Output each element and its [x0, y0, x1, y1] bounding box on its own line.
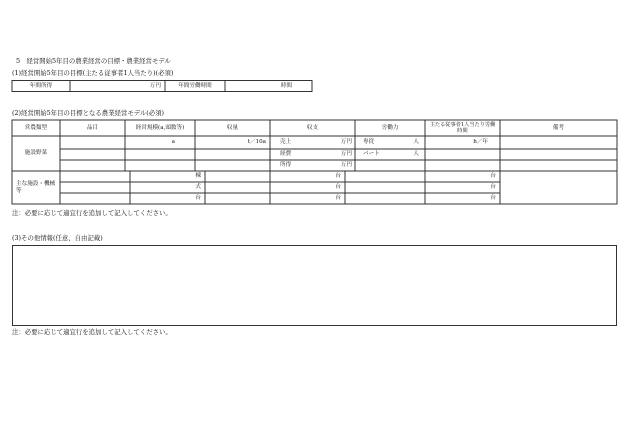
labor-fulltime-label: 専従: [363, 139, 375, 145]
per-person-hours-unit: h／年: [473, 139, 488, 145]
other-info-textarea[interactable]: [12, 245, 617, 326]
balance-income-label: 所得: [280, 162, 292, 168]
facility-c-unit-2: 台: [490, 184, 496, 190]
section-heading: 5 経営開始5年目の農業経営の目標・農業経営モデル: [16, 57, 171, 65]
labor-fulltime-unit: 人: [413, 139, 419, 145]
balance-costs-label: 経費: [280, 151, 292, 157]
facility-b-3[interactable]: [270, 193, 345, 204]
facility-a-1[interactable]: [130, 171, 205, 182]
facility-c-1[interactable]: [425, 171, 500, 182]
balance-costs-unit: 万円: [340, 151, 352, 157]
header-balance: 収支: [306, 124, 319, 131]
facility-b-unit-2: 台: [335, 184, 341, 190]
type-value: 施設野菜: [24, 150, 48, 156]
facility-a-unit-2: 式: [195, 184, 201, 190]
header-per-person-hours: 主たる従事者1人当たり労働時間: [429, 121, 496, 134]
labor-row-fulltime[interactable]: [355, 136, 425, 149]
facility-c-3[interactable]: [425, 193, 500, 204]
facility-a-3[interactable]: [130, 193, 205, 204]
scale-unit: a: [171, 139, 175, 145]
part3-note: 注：必要に応じて適宜行を追加して記入してください。: [12, 328, 172, 336]
facility-b-2[interactable]: [270, 182, 345, 193]
part2-note: 注：必要に応じて適宜行を追加して記入してください。: [12, 209, 172, 217]
header-notes: 備考: [552, 124, 565, 131]
header-scale: 経営規模(a,頭数等): [135, 124, 185, 131]
balance-row-costs[interactable]: [270, 149, 355, 160]
header-yield: 収量: [226, 124, 239, 131]
notes-field[interactable]: [500, 136, 617, 171]
item-field-3[interactable]: [60, 160, 125, 171]
income-unit: 万円: [149, 82, 161, 89]
header-labor: 労働力: [381, 124, 399, 131]
facility-a-unit-3: 台: [195, 195, 201, 201]
item-field-1[interactable]: [60, 136, 125, 149]
scale-field[interactable]: [125, 136, 195, 149]
item-field-2[interactable]: [60, 149, 125, 160]
facility-b-unit-1: 台: [335, 173, 341, 179]
facility-b-1[interactable]: [270, 171, 345, 182]
hours-label: 年間労働時間: [178, 82, 212, 89]
facility-c-2[interactable]: [425, 182, 500, 193]
yield-field[interactable]: [195, 136, 270, 149]
balance-sales-unit: 万円: [340, 139, 352, 145]
labor-row-parttime[interactable]: [355, 149, 425, 160]
part2-title: (2)経営開始5年目の目標となる農業経営モデル(必須): [12, 109, 164, 117]
labor-parttime-label: パート: [363, 151, 380, 157]
balance-row-income[interactable]: [270, 160, 355, 171]
facility-c-unit-1: 台: [490, 173, 496, 179]
facility-a-2[interactable]: [130, 182, 205, 193]
balance-income-unit: 万円: [340, 162, 352, 168]
header-type: 営農類型: [24, 124, 48, 131]
per-person-hours-field[interactable]: [425, 136, 500, 149]
income-label: 年間所得: [29, 82, 53, 89]
header-item: 品目: [86, 124, 99, 131]
yield-unit: t／10a: [247, 139, 266, 145]
facility-label: 主な施設・機械等: [16, 180, 56, 194]
balance-sales-label: 売上: [280, 139, 292, 145]
part1-title: (1)経営開始5年目の目標(主たる従事者1人当たり)(必須): [12, 69, 174, 77]
part3-title: (3)その他情報(任意、自由記載): [12, 234, 103, 242]
facility-b-unit-3: 台: [335, 195, 341, 201]
facility-c-unit-3: 台: [490, 195, 496, 201]
balance-row-sales[interactable]: [270, 136, 355, 149]
facility-a-unit-1: 棟: [195, 173, 201, 179]
hours-unit: 時間: [280, 82, 292, 89]
labor-parttime-unit: 人: [413, 151, 419, 157]
